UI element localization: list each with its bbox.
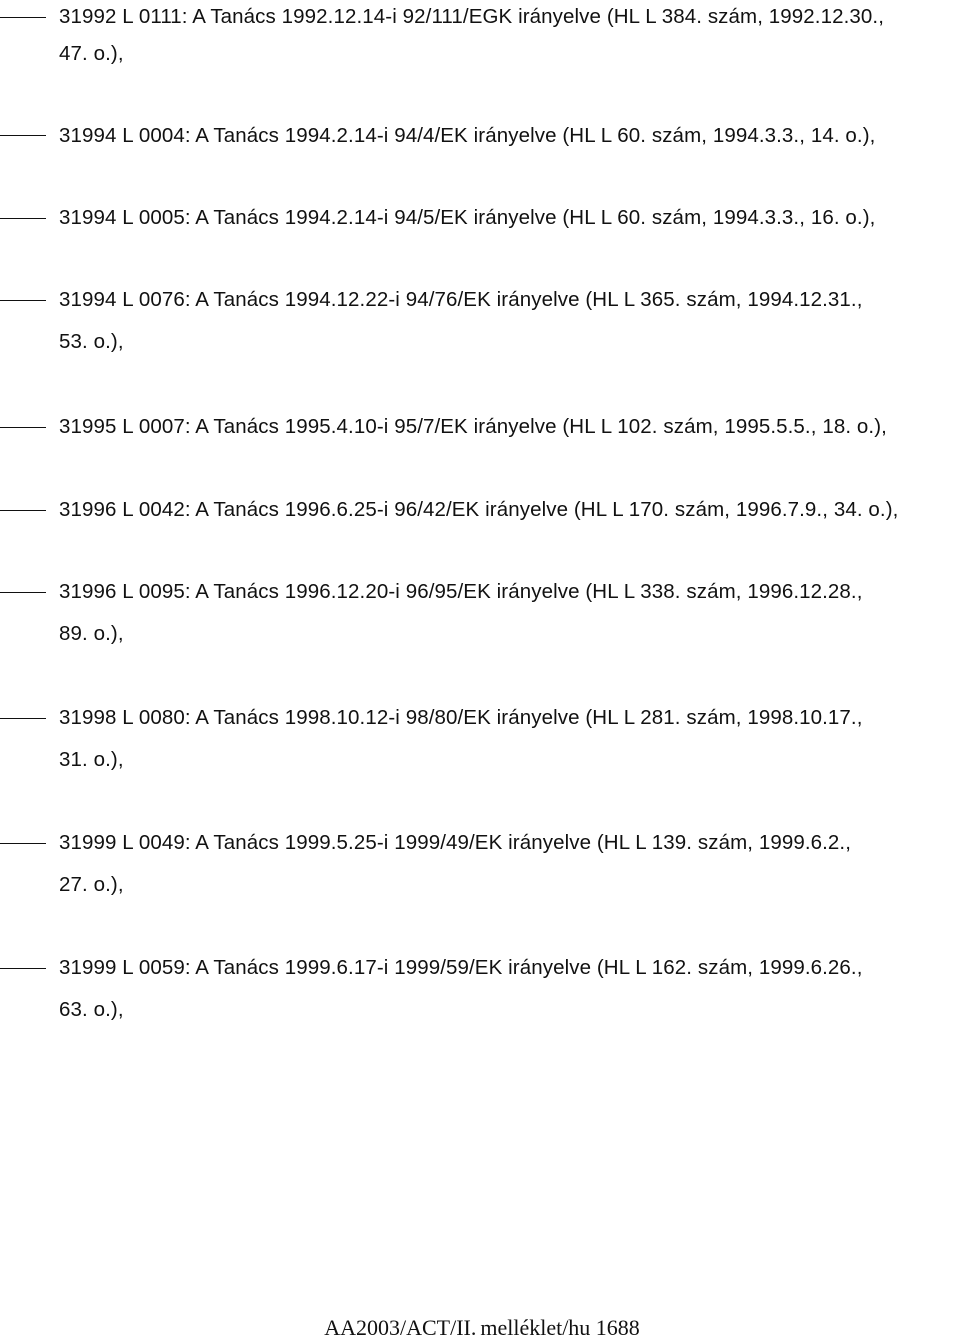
entry-text-line-1: 31994 L 0004: A Tanács 1994.2.14-i 94/4/EK irányelve (HL L 60. szám, 1994.3.3., 14. o.), xyxy=(59,124,876,147)
entry-text-line-1: 31995 L 0007: A Tanács 1995.4.10-i 95/7/EK irányelve (HL L 102. szám, 1995.5.5., 18. o.), xyxy=(59,415,887,438)
entry-text-line-2: 27. o.), xyxy=(59,873,124,896)
entry-text-line-1: 31999 L 0059: A Tanács 1999.6.17-i 1999/59/EK irányelve (HL L 162. szám, 1999.6.26., xyxy=(59,956,863,979)
entry-text-line-2: 89. o.), xyxy=(59,622,124,645)
entry-text-line-1: 31996 L 0095: A Tanács 1996.12.20-i 96/95/EK irányelve (HL L 338. szám, 1996.12.28., xyxy=(59,580,863,603)
entry-text-line-2: 53. o.), xyxy=(59,330,124,353)
em-dash-bullet xyxy=(0,300,46,301)
document-code: AA2003/ACT/II. xyxy=(324,1315,477,1340)
em-dash-bullet xyxy=(0,718,46,719)
entry-text-line-1: 31994 L 0076: A Tanács 1994.12.22-i 94/76/EK irányelve (HL L 365. szám, 1994.12.31., xyxy=(59,288,863,311)
entry-text-line-2: 31. o.), xyxy=(59,748,124,771)
em-dash-bullet xyxy=(0,427,46,428)
page-footer xyxy=(0,1316,960,1340)
entry-text-line-1: 31999 L 0049: A Tanács 1999.5.25-i 1999/49/EK irányelve (HL L 139. szám, 1999.6.2., xyxy=(59,831,852,854)
em-dash-bullet xyxy=(0,592,46,593)
entry-text-line-2: 47. o.), xyxy=(59,42,124,65)
entry-text-line-1: 31994 L 0005: A Tanács 1994.2.14-i 94/5/EK irányelve (HL L 60. szám, 1994.3.3., 16. o.), xyxy=(59,206,876,229)
entry-text-line-1: 31996 L 0042: A Tanács 1996.6.25-i 96/42/EK irányelve (HL L 170. szám, 1996.7.9., 34. o.), xyxy=(59,498,899,521)
em-dash-bullet xyxy=(0,17,46,18)
footer-label: melléklet/hu 1688 xyxy=(480,1315,640,1340)
em-dash-bullet xyxy=(0,135,46,136)
em-dash-bullet xyxy=(0,218,46,219)
em-dash-bullet xyxy=(0,510,46,511)
entry-text-line-2: 63. o.), xyxy=(59,998,124,1021)
em-dash-bullet xyxy=(0,843,46,844)
em-dash-bullet xyxy=(0,968,46,969)
entry-text-line-1: 31992 L 0111: A Tanács 1992.12.14-i 92/111/EGK irányelve (HL L 384. szám, 1992.12.30., xyxy=(59,5,884,28)
entry-text-line-1: 31998 L 0080: A Tanács 1998.10.12-i 98/80/EK irányelve (HL L 281. szám, 1998.10.17., xyxy=(59,706,863,729)
